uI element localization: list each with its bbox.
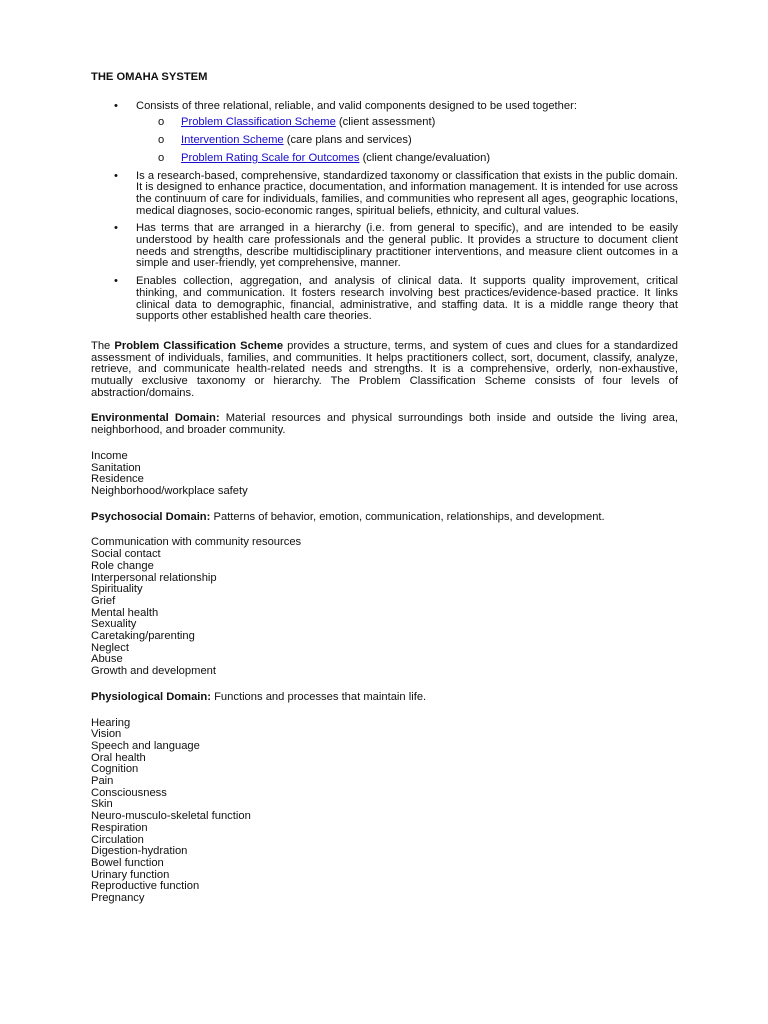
list-item: Cognition <box>91 763 139 776</box>
document-title: THE OMAHA SYSTEM <box>91 71 208 83</box>
list-item: Urinary function <box>91 868 170 881</box>
list-item: Communication with community resources <box>91 536 302 549</box>
component-item: o Intervention Scheme (care plans and services) <box>136 135 678 147</box>
list-item: Mental health <box>91 606 159 619</box>
list-item: Consciousness <box>91 786 167 799</box>
list-item: Residence <box>91 473 144 486</box>
list-item: Neighborhood/workplace safety <box>91 484 248 497</box>
link-problem-rating-scale[interactable]: Problem Rating Scale for Outcomes <box>181 151 360 164</box>
list-item: Vision <box>91 728 122 741</box>
list-item: Income <box>91 449 128 462</box>
list-item: Role change <box>91 559 154 572</box>
list-item: Respiration <box>91 821 148 834</box>
environmental-domain-list <box>91 451 678 498</box>
bullet-data-collection: • Enables collection, aggregation, and analysis of clinical data. It supports quality improvement, critical thinking, and communication. It fosters research involving best practices/evidence-based practice. It links clinical data to demographic, financial, administrative, and staffing data. It is a middle range theory that supports other established health care theories. <box>91 276 678 323</box>
component-item: o Problem Rating Scale for Outcomes (client change/evaluation) <box>136 153 678 165</box>
components-sublist <box>136 117 678 164</box>
environmental-domain-description: Environmental Domain: Material resources and physical surroundings both inside and outside the living area, neighborhood, and broader community. <box>91 412 678 437</box>
bullet-components-text: Consists of three relational, reliable, and valid components designed to be used together: <box>136 99 577 112</box>
list-item: Neglect <box>91 641 129 654</box>
psychosocial-domain-description: Psychosocial Domain: Patterns of behavior, emotion, communication, relationships, and development. <box>91 510 605 523</box>
list-item: Circulation <box>91 833 144 846</box>
physiological-domain-description: Physiological Domain: Functions and processes that maintain life. <box>91 690 427 703</box>
link-intervention-scheme[interactable]: Intervention Scheme <box>181 134 284 147</box>
environmental-domain-heading: Environmental Domain: <box>91 412 220 425</box>
list-item: Sanitation <box>91 461 141 474</box>
bullet-components <box>91 101 678 165</box>
list-item: Pain <box>91 775 114 788</box>
list-item: Oral health <box>91 751 146 764</box>
list-item: Speech and language <box>91 739 200 752</box>
link-problem-classification-scheme[interactable]: Problem Classification Scheme <box>181 116 336 129</box>
list-item: Social contact <box>91 548 161 561</box>
physiological-domain-heading: Physiological Domain: <box>91 690 211 703</box>
bullet-hierarchy: • Has terms that are arranged in a hierarchy (i.e. from general to specific), and are intended to be easily understood by health care professionals and the general public. It provides a structure to document client needs and strengths, describe multidisciplinary practitioner interventions, and measure client outcomes in a simple and user-friendly, yet comprehensive, manner. <box>91 223 678 270</box>
pcs-paragraph: The Problem Classification Scheme provides a structure, terms, and system of cues and clues for a standardized assessment of individuals, families, and communities. It helps practitioners collect, sort, document, classify, analyze, retrieve, and communicate health-related needs and strengths. It is a comprehensive, orderly, non-exhaustive, mutually exclusive taxonomy or hierarchy. The Problem Classification Scheme consists of four levels of abstraction/domains. <box>91 339 678 399</box>
component-item: o Problem Classification Scheme (client assessment) <box>136 117 678 129</box>
psychosocial-domain-list <box>91 537 678 677</box>
system-bullets <box>91 101 678 323</box>
list-item: Hearing <box>91 716 131 729</box>
bullet-research-based: • Is a research-based, comprehensive, standardized taxonomy or classification that exists in the public domain. It is designed to enhance practice, documentation, and information management. It is intended for use across the continuum of care for individuals, families, and communities who represent all ages, geographic locations, medical diagnoses, socio-economic ranges, spiritual beliefs, ethnicity, and cultural values. <box>91 171 678 218</box>
list-item: Neuro-musculo-skeletal function <box>91 810 251 823</box>
list-item: Bowel function <box>91 856 164 869</box>
list-item: Digestion-hydration <box>91 845 188 858</box>
list-item: Skin <box>91 798 113 811</box>
list-item: Pregnancy <box>91 892 145 905</box>
list-item: Reproductive function <box>91 880 200 893</box>
list-item: Abuse <box>91 653 123 666</box>
psychosocial-domain-heading: Psychosocial Domain: <box>91 510 211 523</box>
list-item: Spirituality <box>91 583 143 596</box>
list-item: Growth and development <box>91 665 217 678</box>
list-item: Sexuality <box>91 618 137 631</box>
physiological-domain-list <box>91 718 678 905</box>
list-item: Caretaking/parenting <box>91 630 195 643</box>
list-item: Interpersonal relationship <box>91 571 217 584</box>
list-item: Grief <box>91 594 116 607</box>
pcs-term: Problem Classification Scheme <box>114 339 284 352</box>
